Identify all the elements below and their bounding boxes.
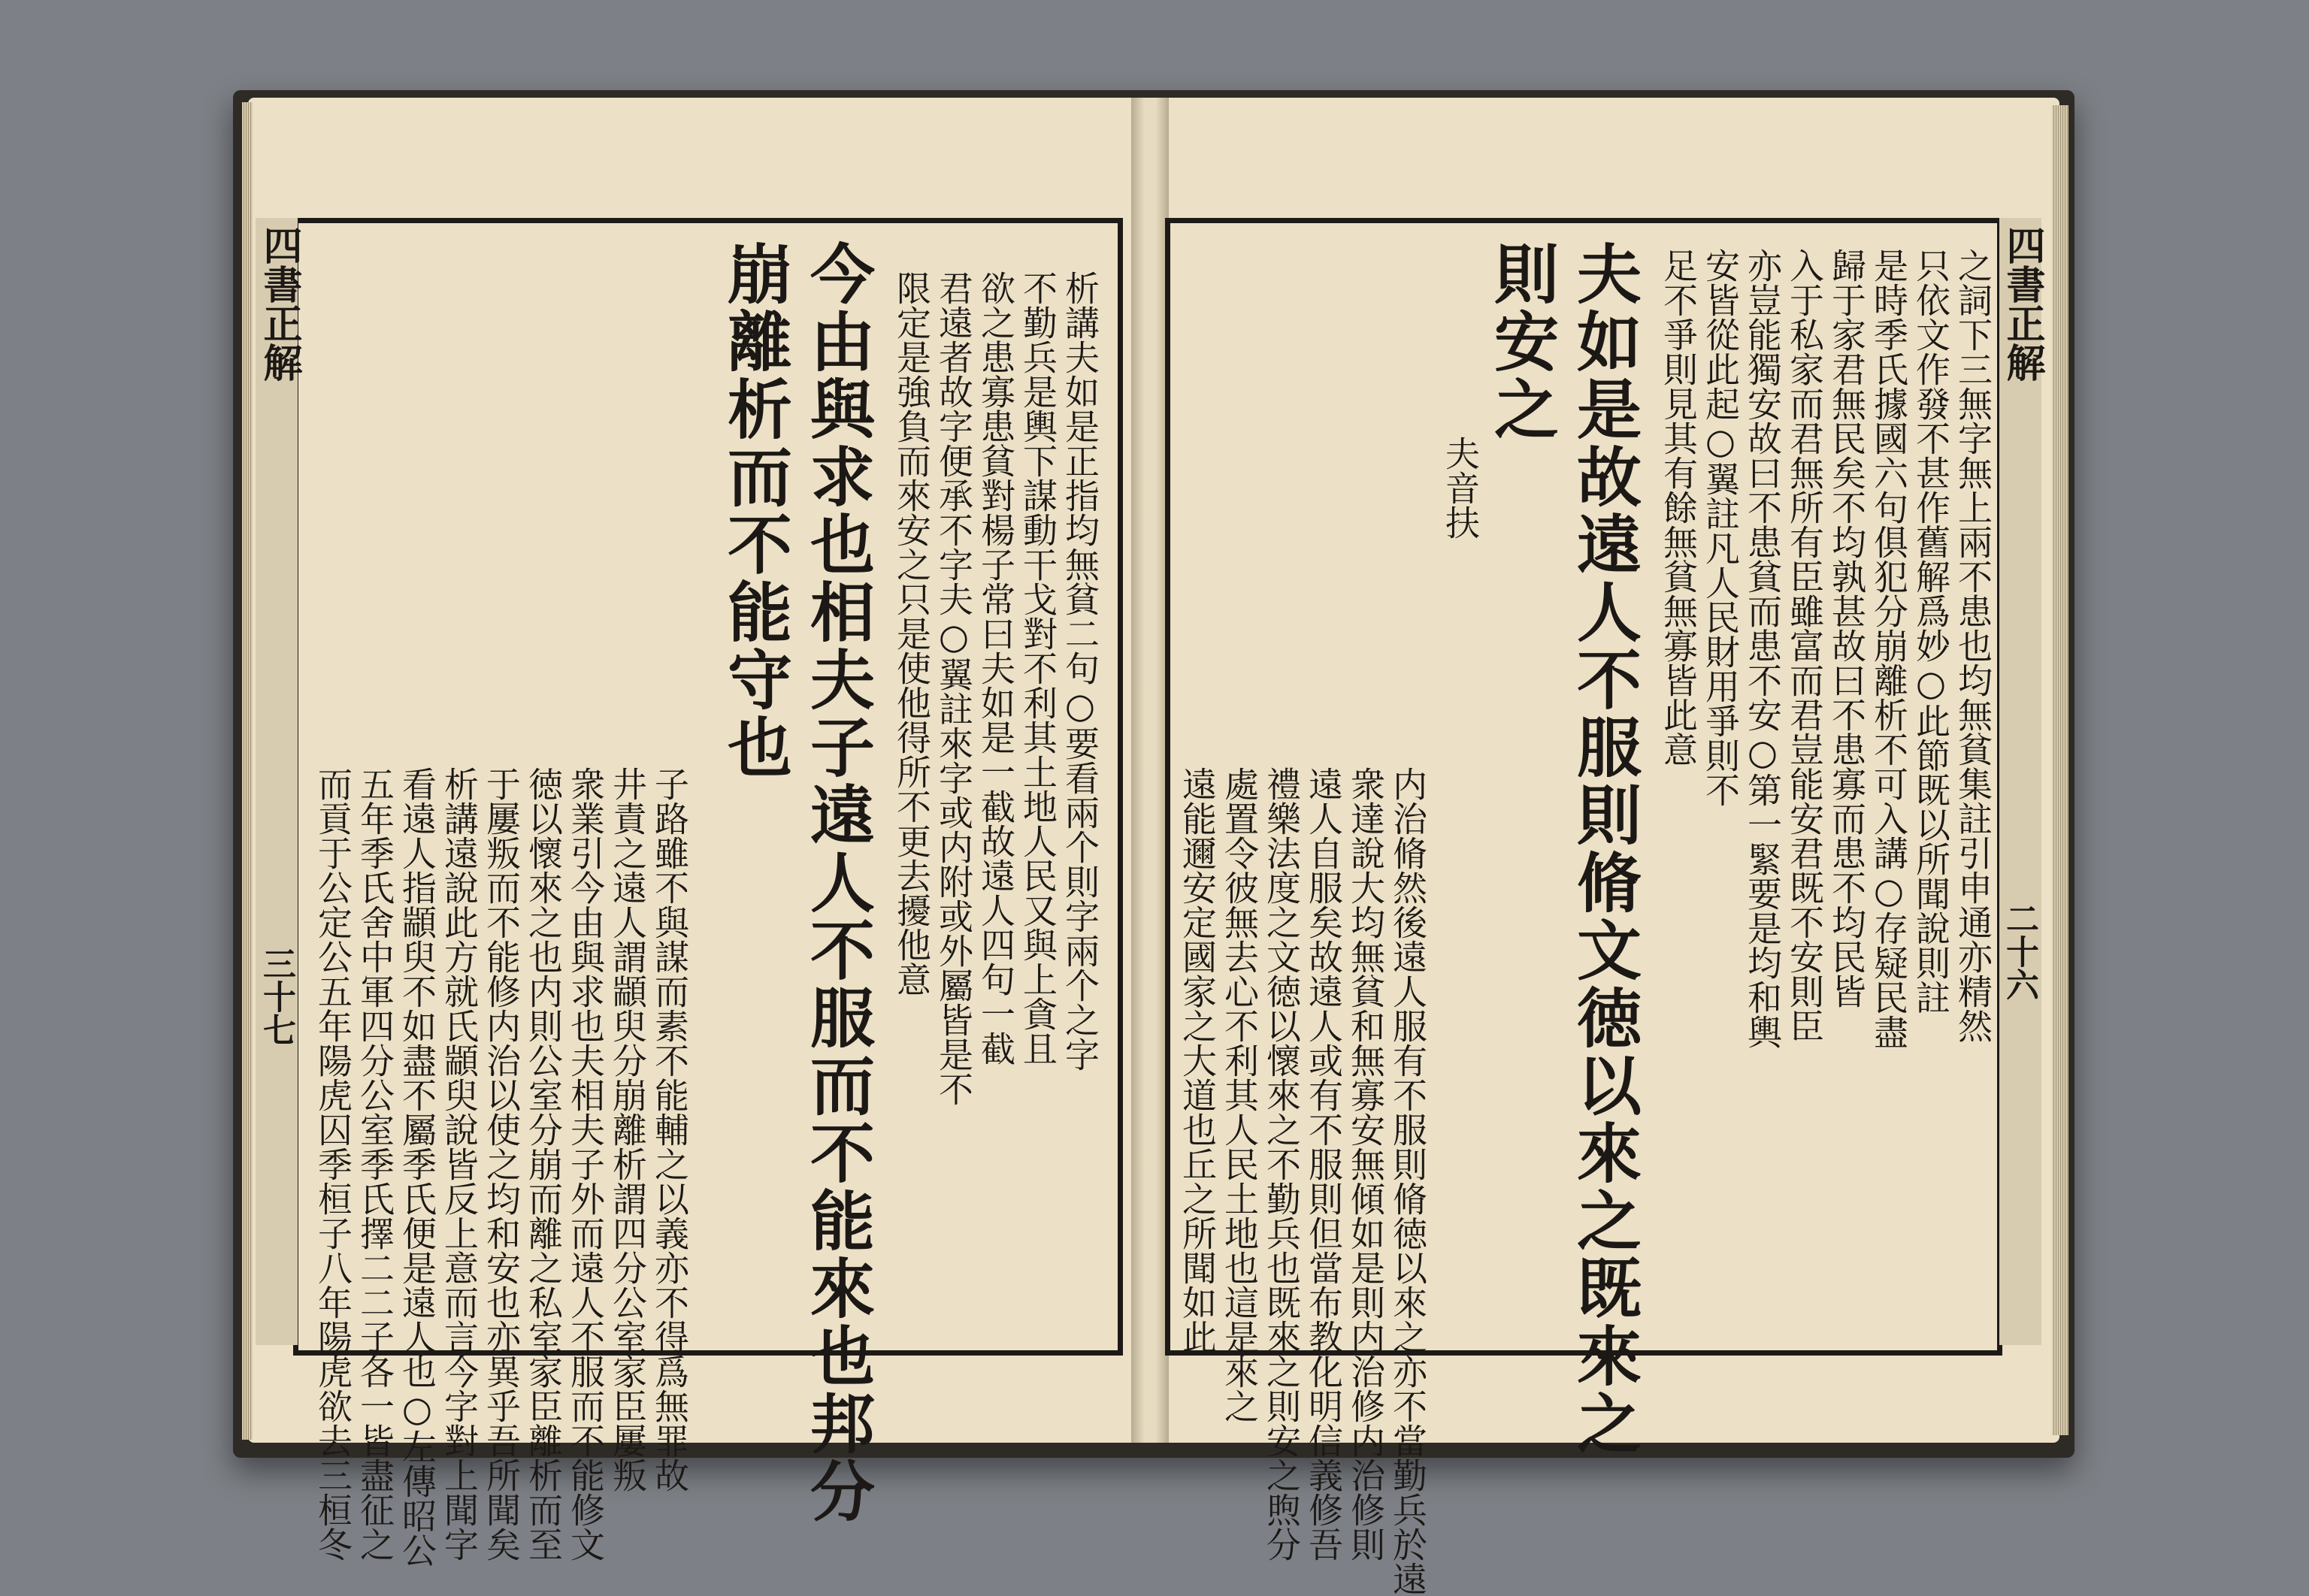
left-commentary-col-7: 看遠人指顓臾不如盡不屬季氏便是遠人也○左傳昭公 — [397, 766, 437, 1567]
left-margin-note: 三十七 — [257, 947, 295, 1046]
right-commentary-col-4: 遠人自服矣故遠人或有不服則但當布教化明信義修吾 — [1303, 766, 1344, 1561]
right-upper-col-6: 亦豈能獨安故曰不患貧而患不安○第一緊要是均和輿 — [1742, 248, 1783, 1049]
right-commentary-col-3: 衆達說大均無貧和無寡安無傾如是則内治修内治修則 — [1345, 766, 1386, 1561]
right-margin-title: 四書正解 — [1999, 225, 2045, 382]
right-margin-band — [1999, 218, 2045, 1345]
right-upper-col-2: 只依文作發不甚作舊解爲妙○此節既以所聞說則註 — [1911, 248, 1951, 1014]
right-commentary-col-2: 内治脩然後遠人服有不服則脩徳以來之亦不當勤兵於遠 — [1388, 766, 1428, 1596]
left-upper-col-5: 限定是強負而來安之只是使他得所不更去擾他意 — [891, 271, 932, 996]
left-upper-col-4: 君遠者故字便承不字夫○翼註來字或内附或外屬皆是不 — [934, 271, 974, 1106]
left-commentary-col-9: 而貢于公定公五年陽虎囚季桓子八年陽虎欲去三桓冬 — [313, 766, 353, 1561]
right-commentary-col-7: 遠能邇安定國家之大道也丘之所聞如此 — [1177, 766, 1218, 1354]
left-margin-title: 四書正解 — [256, 225, 302, 382]
left-commentary-col-6: 析講遠說此方就氏顓臾說皆反上意而言今字對上聞字 — [439, 766, 480, 1561]
right-commentary-col-6: 處置令彼無去心不利其人民土地也這是來之 — [1219, 766, 1260, 1423]
left-main-text-col-1: 今由與求也相夫子遠人不服而不能來也邦分 — [799, 240, 875, 1525]
left-commentary-col-3: 衆業引今由與求也夫相夫子外而遠人不服而不能修文 — [565, 766, 606, 1561]
left-commentary-col-5: 于屢叛而不能修内治以使之均和安也亦異乎吾所聞矣 — [481, 766, 522, 1561]
right-margin-note: 二十六 — [2000, 902, 2038, 1001]
left-margin-band — [256, 218, 302, 1345]
left-upper-col-2: 不勤兵是輿下謀動干戈對不利其土地人民又與上貪且 — [1018, 271, 1058, 1066]
left-upper-col-1: 析講夫如是正指均無貧二句○要看兩个則字兩个之字 — [1060, 271, 1100, 1072]
left-main-text-col-2: 崩離析而不能守也 — [716, 240, 792, 781]
left-commentary-col-4: 徳以懷來之也内則公室分崩而離之私室家臣離析而至 — [523, 766, 564, 1561]
book-gutter — [1131, 98, 1169, 1443]
page-edge-left — [242, 102, 253, 1440]
page-edge-right — [2052, 105, 2068, 1435]
right-upper-col-7: 安皆從此起○翼註凡人民財用爭則不 — [1700, 248, 1741, 807]
left-upper-col-3: 欲之患寡患貧對楊子常曰夫如是一截故遠人四句一截 — [976, 271, 1016, 1066]
left-commentary-col-1: 子路雖不與謀而素不能輔之以義亦不得爲無罪故 — [649, 766, 690, 1492]
left-commentary-col-2: 井責之遠人謂顓臾分崩離析謂四分公室家臣屢叛 — [607, 766, 648, 1492]
right-main-text-col-2: 則安之 — [1483, 240, 1559, 443]
right-upper-col-1: 之詞下三無字無上兩不患也均無貧集註引申通亦精然 — [1953, 248, 1993, 1043]
right-upper-col-8: 足不爭則見其有餘無貧無寡皆此意 — [1658, 248, 1699, 766]
right-main-text-col-1: 夫如是故遠人不服則脩文徳以來之既來之 — [1566, 240, 1642, 1458]
right-upper-col-5: 入于私家而君無所有臣雖富而君豈能安君既不安則臣 — [1784, 248, 1825, 1043]
right-upper-col-3: 是時季氏據國六句俱犯分崩離析不可入講○存疑民盡 — [1869, 248, 1909, 1049]
right-commentary-col-5: 禮樂法度之文徳以懷來之不勤兵也既來之則安之煦分 — [1261, 766, 1302, 1561]
left-commentary-col-8: 五年季氏舍中軍四分公室季氏擇二二子各一皆盡征之 — [355, 766, 395, 1561]
right-commentary-col-1: 夫音扶 — [1440, 436, 1481, 540]
right-upper-col-4: 歸于家君無民矣不均孰甚故曰不患寡而患不均民皆 — [1826, 248, 1867, 1008]
